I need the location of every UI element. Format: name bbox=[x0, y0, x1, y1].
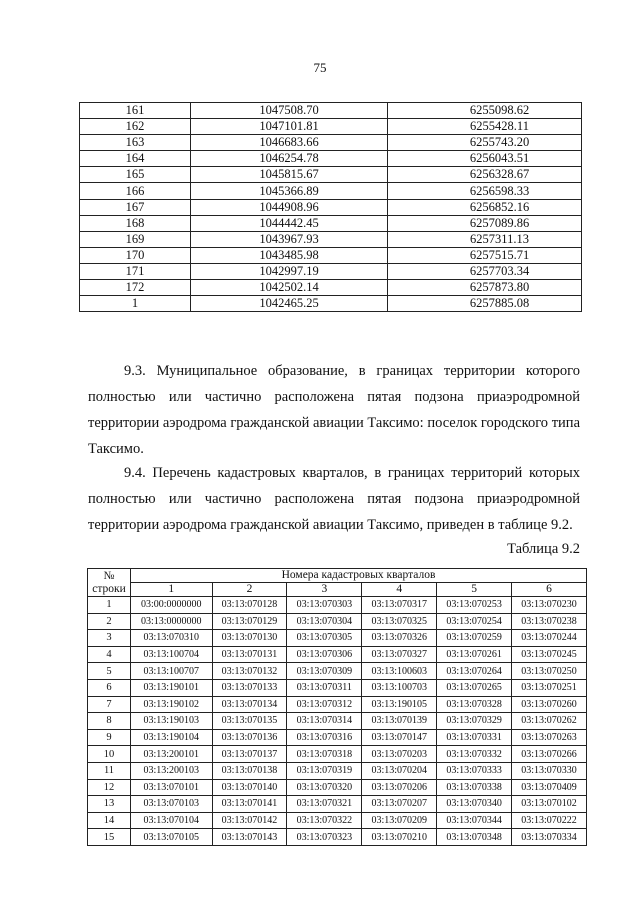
quarter-number-cell: 03:13:0000000 bbox=[131, 613, 213, 630]
quarter-number-cell: 03:13:070325 bbox=[362, 613, 437, 630]
table-row bbox=[88, 663, 587, 680]
row-number-cell: 13 bbox=[88, 796, 131, 813]
table-row bbox=[80, 215, 582, 231]
quarter-number-cell: 03:13:070321 bbox=[287, 796, 362, 813]
quarter-number-cell: 03:13:070310 bbox=[131, 630, 213, 647]
quarter-number-cell: 03:13:070311 bbox=[287, 679, 362, 696]
table-row bbox=[80, 151, 582, 167]
quarter-number-cell: 03:13:070304 bbox=[287, 613, 362, 630]
table-cell: 162 bbox=[80, 119, 191, 135]
quarter-number-cell: 03:13:070409 bbox=[512, 779, 587, 796]
quarter-number-cell: 03:13:070322 bbox=[287, 812, 362, 829]
table-cell: 1046683.66 bbox=[191, 135, 388, 151]
coordinates-table-body bbox=[80, 103, 582, 312]
cadastral-quarters-table-head bbox=[88, 569, 587, 597]
table-row bbox=[88, 762, 587, 779]
quarter-number-cell: 03:13:070266 bbox=[512, 746, 587, 763]
table-row bbox=[80, 247, 582, 263]
quarter-number-cell: 03:13:070318 bbox=[287, 746, 362, 763]
quarter-number-cell: 03:13:070316 bbox=[287, 729, 362, 746]
table-cell: 6255428.11 bbox=[388, 119, 582, 135]
table-row bbox=[80, 183, 582, 199]
table-cell: 6256598.33 bbox=[388, 183, 582, 199]
quarter-number-cell: 03:13:070262 bbox=[512, 713, 587, 730]
table-row bbox=[88, 696, 587, 713]
table-cell: 6257703.34 bbox=[388, 263, 582, 279]
quarter-number-cell: 03:13:070317 bbox=[362, 597, 437, 614]
table-cell: 6255743.20 bbox=[388, 135, 582, 151]
quarter-number-cell: 03:13:070141 bbox=[212, 796, 287, 813]
quarter-number-cell: 03:13:070329 bbox=[437, 713, 512, 730]
quarter-number-cell: 03:13:070333 bbox=[437, 762, 512, 779]
quarter-number-cell: 03:13:070312 bbox=[287, 696, 362, 713]
quarter-number-cell: 03:13:070250 bbox=[512, 663, 587, 680]
table-cell: 6257515.71 bbox=[388, 247, 582, 263]
quarter-number-cell: 03:13:070319 bbox=[287, 762, 362, 779]
row-number-cell: 15 bbox=[88, 829, 131, 846]
table-row bbox=[88, 613, 587, 630]
row-number-cell: 2 bbox=[88, 613, 131, 630]
quarter-number-cell: 03:13:070210 bbox=[362, 829, 437, 846]
table-row bbox=[80, 280, 582, 296]
paragraph-9-4 bbox=[88, 460, 580, 538]
quarter-number-cell: 03:13:070327 bbox=[362, 646, 437, 663]
quarter-number-cell: 03:13:070314 bbox=[287, 713, 362, 730]
quarter-number-cell: 03:13:070133 bbox=[212, 679, 287, 696]
table-cell: 1046254.78 bbox=[191, 151, 388, 167]
quarter-number-cell: 03:13:070142 bbox=[212, 812, 287, 829]
quarter-number-cell: 03:13:070103 bbox=[131, 796, 213, 813]
quarter-number-cell: 03:13:070105 bbox=[131, 829, 213, 846]
table-cell: 6256043.51 bbox=[388, 151, 582, 167]
paragraph-9-3-text: 9.3. Муниципальное образование, в границах территории которого полностью или частично расположена пятая подзона приаэродромной территории аэродрома гражданской авиации Таксимо: поселок городского типа Таксимо. bbox=[88, 363, 580, 457]
quarter-number-cell: 03:13:070253 bbox=[437, 597, 512, 614]
quarter-number-cell: 03:13:070331 bbox=[437, 729, 512, 746]
table-cell: 172 bbox=[80, 280, 191, 296]
quarter-number-cell: 03:13:100703 bbox=[362, 679, 437, 696]
quarter-number-cell: 03:13:070206 bbox=[362, 779, 437, 796]
quarter-number-cell: 03:13:190105 bbox=[362, 696, 437, 713]
quarter-number-cell: 03:13:070306 bbox=[287, 646, 362, 663]
table-cell: 161 bbox=[80, 103, 191, 119]
quarter-number-cell: 03:13:070136 bbox=[212, 729, 287, 746]
table-cell: 1042997.19 bbox=[191, 263, 388, 279]
quarter-number-cell: 03:13:070138 bbox=[212, 762, 287, 779]
table-cell: 1044908.96 bbox=[191, 199, 388, 215]
table-row bbox=[88, 729, 587, 746]
table-cell: 171 bbox=[80, 263, 191, 279]
quarter-number-cell: 03:13:190104 bbox=[131, 729, 213, 746]
column-number-header: 5 bbox=[437, 583, 512, 597]
quarter-number-cell: 03:13:070238 bbox=[512, 613, 587, 630]
quarter-number-cell: 03:13:070134 bbox=[212, 696, 287, 713]
table-cell: 1045366.89 bbox=[191, 183, 388, 199]
table-cell: 1 bbox=[80, 296, 191, 312]
coordinates-table bbox=[79, 102, 582, 312]
quarter-number-cell: 03:13:070254 bbox=[437, 613, 512, 630]
table-row bbox=[88, 630, 587, 647]
quarter-number-cell: 03:13:070204 bbox=[362, 762, 437, 779]
quarter-number-cell: 03:13:070132 bbox=[212, 663, 287, 680]
table-row bbox=[80, 231, 582, 247]
quarter-number-cell: 03:13:070251 bbox=[512, 679, 587, 696]
quarter-number-cell: 03:13:070244 bbox=[512, 630, 587, 647]
table-cell: 169 bbox=[80, 231, 191, 247]
quarter-number-cell: 03:13:070348 bbox=[437, 829, 512, 846]
quarter-number-cell: 03:13:070203 bbox=[362, 746, 437, 763]
table-cell: 6256328.67 bbox=[388, 167, 582, 183]
quarter-number-cell: 03:13:200101 bbox=[131, 746, 213, 763]
quarter-number-cell: 03:13:190101 bbox=[131, 679, 213, 696]
table-row bbox=[80, 103, 582, 119]
table-cell: 6255098.62 bbox=[388, 103, 582, 119]
quarter-number-cell: 03:00:0000000 bbox=[131, 597, 213, 614]
cadastral-quarters-table-body bbox=[88, 597, 587, 846]
header-row-2 bbox=[88, 583, 587, 597]
table-row bbox=[88, 713, 587, 730]
table-row bbox=[80, 296, 582, 312]
quarter-number-cell: 03:13:070245 bbox=[512, 646, 587, 663]
quarter-number-cell: 03:13:070131 bbox=[212, 646, 287, 663]
table-cell: 1045815.67 bbox=[191, 167, 388, 183]
quarter-number-cell: 03:13:070102 bbox=[512, 796, 587, 813]
row-number-cell: 11 bbox=[88, 762, 131, 779]
quarter-number-cell: 03:13:070130 bbox=[212, 630, 287, 647]
quarter-number-cell: 03:13:070323 bbox=[287, 829, 362, 846]
row-number-cell: 9 bbox=[88, 729, 131, 746]
table-row bbox=[80, 135, 582, 151]
table-cell: 168 bbox=[80, 215, 191, 231]
column-number-header: 4 bbox=[362, 583, 437, 597]
row-number-cell: 12 bbox=[88, 779, 131, 796]
quarter-number-cell: 03:13:100603 bbox=[362, 663, 437, 680]
quarter-number-cell: 03:13:070261 bbox=[437, 646, 512, 663]
quarter-number-cell: 03:13:070332 bbox=[437, 746, 512, 763]
table-row bbox=[88, 796, 587, 813]
table-row bbox=[80, 167, 582, 183]
quarter-number-cell: 03:13:070207 bbox=[362, 796, 437, 813]
quarter-number-cell: 03:13:070265 bbox=[437, 679, 512, 696]
quarter-number-cell: 03:13:100704 bbox=[131, 646, 213, 663]
quarter-number-cell: 03:13:070140 bbox=[212, 779, 287, 796]
table-row bbox=[80, 263, 582, 279]
paragraph-9-3 bbox=[88, 358, 580, 462]
column-number-header: 6 bbox=[512, 583, 587, 597]
quarter-number-cell: 03:13:070309 bbox=[287, 663, 362, 680]
page-number: 75 bbox=[313, 60, 327, 75]
quarter-number-cell: 03:13:070328 bbox=[437, 696, 512, 713]
quarter-number-cell: 03:13:070259 bbox=[437, 630, 512, 647]
row-number-cell: 10 bbox=[88, 746, 131, 763]
quarter-number-cell: 03:13:200103 bbox=[131, 762, 213, 779]
table-row bbox=[88, 746, 587, 763]
table-cell: 1047101.81 bbox=[191, 119, 388, 135]
column-number-header: 2 bbox=[212, 583, 287, 597]
table-cell: 1043967.93 bbox=[191, 231, 388, 247]
quarter-number-cell: 03:13:190103 bbox=[131, 713, 213, 730]
quarter-number-cell: 03:13:070305 bbox=[287, 630, 362, 647]
row-number-cell: 8 bbox=[88, 713, 131, 730]
quarter-number-cell: 03:13:070320 bbox=[287, 779, 362, 796]
quarter-number-cell: 03:13:070330 bbox=[512, 762, 587, 779]
row-number-cell: 1 bbox=[88, 597, 131, 614]
table-cell: 1044442.45 bbox=[191, 215, 388, 231]
quarter-number-cell: 03:13:070222 bbox=[512, 812, 587, 829]
group-header: Номера кадастровых кварталов bbox=[131, 569, 587, 583]
quarter-number-cell: 03:13:070143 bbox=[212, 829, 287, 846]
table-cell: 165 bbox=[80, 167, 191, 183]
table-cell: 170 bbox=[80, 247, 191, 263]
table-row bbox=[88, 597, 587, 614]
table-row bbox=[88, 646, 587, 663]
quarter-number-cell: 03:13:070264 bbox=[437, 663, 512, 680]
quarter-number-cell: 03:13:070340 bbox=[437, 796, 512, 813]
quarter-number-cell: 03:13:070344 bbox=[437, 812, 512, 829]
row-number-cell: 4 bbox=[88, 646, 131, 663]
quarter-number-cell: 03:13:070263 bbox=[512, 729, 587, 746]
table-row bbox=[88, 779, 587, 796]
quarter-number-cell: 03:13:070303 bbox=[287, 597, 362, 614]
header-row-1 bbox=[88, 569, 587, 583]
row-number-cell: 5 bbox=[88, 663, 131, 680]
table-cell: 164 bbox=[80, 151, 191, 167]
row-number-cell: 7 bbox=[88, 696, 131, 713]
table-cell: 6257089.86 bbox=[388, 215, 582, 231]
cadastral-quarters-table bbox=[87, 568, 587, 846]
row-number-header: № строки bbox=[88, 569, 131, 597]
quarter-number-cell: 03:13:070135 bbox=[212, 713, 287, 730]
table-cell: 6257885.08 bbox=[388, 296, 582, 312]
table-cell: 1043485.98 bbox=[191, 247, 388, 263]
row-number-cell: 3 bbox=[88, 630, 131, 647]
table-cell: 166 bbox=[80, 183, 191, 199]
row-number-cell: 6 bbox=[88, 679, 131, 696]
table-cell: 6256852.16 bbox=[388, 199, 582, 215]
table-row bbox=[80, 119, 582, 135]
quarter-number-cell: 03:13:070338 bbox=[437, 779, 512, 796]
quarter-number-cell: 03:13:070326 bbox=[362, 630, 437, 647]
quarter-number-cell: 03:13:070209 bbox=[362, 812, 437, 829]
quarter-number-cell: 03:13:070129 bbox=[212, 613, 287, 630]
quarter-number-cell: 03:13:070137 bbox=[212, 746, 287, 763]
quarter-number-cell: 03:13:070230 bbox=[512, 597, 587, 614]
table-row bbox=[88, 679, 587, 696]
quarter-number-cell: 03:13:070101 bbox=[131, 779, 213, 796]
table-cell: 1042465.25 bbox=[191, 296, 388, 312]
quarter-number-cell: 03:13:070260 bbox=[512, 696, 587, 713]
table-row bbox=[88, 829, 587, 846]
table-cell: 1047508.70 bbox=[191, 103, 388, 119]
table-cell: 6257873.80 bbox=[388, 280, 582, 296]
table-cell: 163 bbox=[80, 135, 191, 151]
quarter-number-cell: 03:13:070139 bbox=[362, 713, 437, 730]
table-cell: 6257311.13 bbox=[388, 231, 582, 247]
quarter-number-cell: 03:13:100707 bbox=[131, 663, 213, 680]
table-cell: 1042502.14 bbox=[191, 280, 388, 296]
table-cell: 167 bbox=[80, 199, 191, 215]
column-number-header: 1 bbox=[131, 583, 213, 597]
table-row bbox=[80, 199, 582, 215]
quarter-number-cell: 03:13:070334 bbox=[512, 829, 587, 846]
quarter-number-cell: 03:13:070128 bbox=[212, 597, 287, 614]
table-caption: Таблица 9.2 bbox=[507, 541, 580, 557]
column-number-header: 3 bbox=[287, 583, 362, 597]
table-row bbox=[88, 812, 587, 829]
quarter-number-cell: 03:13:070147 bbox=[362, 729, 437, 746]
quarter-number-cell: 03:13:070104 bbox=[131, 812, 213, 829]
row-number-cell: 14 bbox=[88, 812, 131, 829]
quarter-number-cell: 03:13:190102 bbox=[131, 696, 213, 713]
paragraph-9-4-text: 9.4. Перечень кадастровых кварталов, в границах территорий которых полностью или частично расположена пятая подзона приаэродромной территории аэродрома гражданской авиации Таксимо, приведен в таблице 9.2. bbox=[88, 465, 580, 533]
